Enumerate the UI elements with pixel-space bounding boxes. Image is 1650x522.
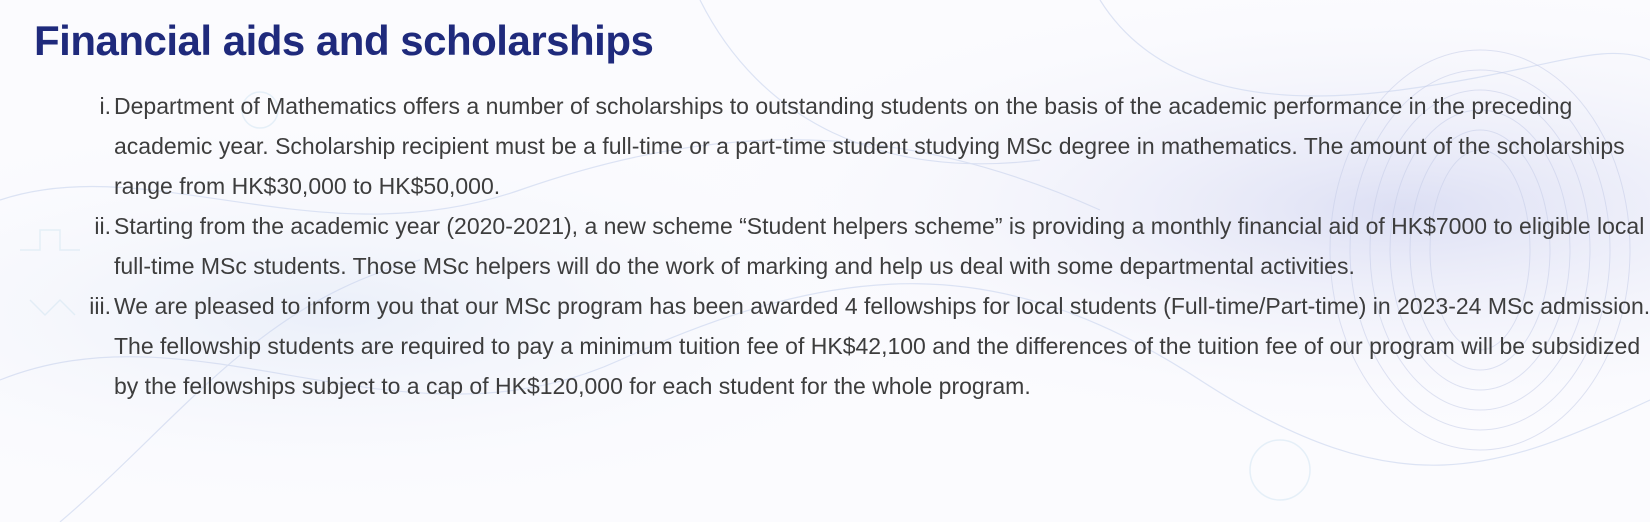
list-item <box>34 86 1650 206</box>
list-item <box>34 206 1650 286</box>
list-item <box>34 286 1650 406</box>
list-item-text: We are pleased to inform you that our MSc program has been awarded 4 fellowships for local students (Full-time/Part-time) in 2023-24 MSc admission. <box>114 293 1650 319</box>
list-item-text: Department of Mathematics offers a number of scholarships to outstanding students on the basis of the academic performance in the preceding academic year. Scholarship recipient must be a full-time or a part-time student studying MSc degree in mathematics. The amount of the scholarships range from HK$30,000 to HK$50,000. <box>114 93 1625 199</box>
list-marker: i. <box>99 93 111 119</box>
list-marker: ii. <box>94 213 111 239</box>
list-item-text: Starting from the academic year (2020-2021), a new scheme “Student helpers scheme” is providing a monthly financial aid of HK$7000 to eligible local full-time MSc students. Those MSc helpers will do the work of marking and help us deal with some departmental activities. <box>114 213 1645 279</box>
list-item-text-continued: The fellowship students are required to pay a minimum tuition fee of HK$42,100 and the differences of the tuition fee of our program will be subsidized by the fellowships subject to a cap of HK$120,000 for each student for the whole program. <box>114 333 1641 399</box>
section-title: Financial aids and scholarships <box>34 17 654 64</box>
list-marker: iii. <box>89 293 111 319</box>
financial-aid-list <box>34 86 1650 406</box>
